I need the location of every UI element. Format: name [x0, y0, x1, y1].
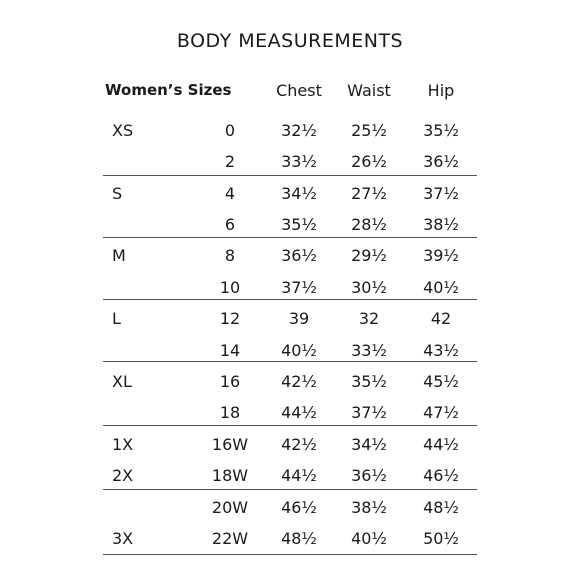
hip-cell: 37½ — [423, 184, 459, 203]
header-waist: Waist — [347, 81, 391, 100]
chest-cell: 32½ — [281, 121, 317, 140]
size-group-label: S — [112, 184, 123, 203]
size-cell: 12 — [219, 309, 241, 328]
size-group-label: 3X — [112, 529, 134, 548]
header-hip: Hip — [427, 81, 455, 100]
group-divider — [103, 554, 477, 555]
hip-cell: 47½ — [423, 403, 459, 422]
hip-cell: 43½ — [423, 341, 459, 360]
chest-cell: 42½ — [281, 372, 317, 391]
hip-cell: 44½ — [423, 435, 459, 454]
waist-cell: 27½ — [351, 184, 387, 203]
waist-cell: 26½ — [351, 152, 387, 171]
chest-cell: 40½ — [281, 341, 317, 360]
group-divider — [103, 299, 477, 300]
size-cell: 18 — [219, 403, 241, 422]
waist-cell: 28½ — [351, 215, 387, 234]
size-cell: 6 — [224, 215, 236, 234]
hip-cell: 48½ — [423, 498, 459, 517]
waist-cell: 36½ — [351, 466, 387, 485]
hip-cell: 45½ — [423, 372, 459, 391]
chest-cell: 42½ — [281, 435, 317, 454]
chest-cell: 33½ — [281, 152, 317, 171]
chest-cell: 44½ — [281, 403, 317, 422]
size-group-label: 1X — [112, 435, 134, 454]
waist-cell: 33½ — [351, 341, 387, 360]
size-cell: 16W — [211, 435, 249, 454]
group-divider — [103, 361, 477, 362]
size-cell: 14 — [219, 341, 241, 360]
hip-cell: 39½ — [423, 246, 459, 265]
group-divider — [103, 489, 477, 490]
hip-cell: 42 — [430, 309, 452, 328]
chest-cell: 36½ — [281, 246, 317, 265]
chest-cell: 37½ — [281, 278, 317, 297]
hip-cell: 50½ — [423, 529, 459, 548]
size-cell: 20W — [211, 498, 249, 517]
hip-cell: 36½ — [423, 152, 459, 171]
chest-cell: 48½ — [281, 529, 317, 548]
header-chest: Chest — [276, 81, 322, 100]
size-cell: 4 — [224, 184, 236, 203]
waist-cell: 38½ — [351, 498, 387, 517]
waist-cell: 29½ — [351, 246, 387, 265]
size-cell: 18W — [211, 466, 249, 485]
size-group-label: XL — [112, 372, 132, 391]
size-cell: 16 — [219, 372, 241, 391]
chest-cell: 44½ — [281, 466, 317, 485]
page-title: BODY MEASUREMENTS — [176, 30, 404, 52]
chest-cell: 35½ — [281, 215, 317, 234]
hip-cell: 35½ — [423, 121, 459, 140]
header-womens-sizes: Women’s Sizes — [105, 81, 232, 99]
chest-cell: 39 — [288, 309, 310, 328]
waist-cell: 34½ — [351, 435, 387, 454]
hip-cell: 38½ — [423, 215, 459, 234]
chest-cell: 46½ — [281, 498, 317, 517]
size-group-label: 2X — [112, 466, 134, 485]
chest-cell: 34½ — [281, 184, 317, 203]
size-cell: 22W — [211, 529, 249, 548]
waist-cell: 40½ — [351, 529, 387, 548]
waist-cell: 37½ — [351, 403, 387, 422]
size-cell: 10 — [219, 278, 241, 297]
size-cell: 0 — [224, 121, 236, 140]
size-group-label: XS — [112, 121, 134, 140]
waist-cell: 25½ — [351, 121, 387, 140]
group-divider — [103, 425, 477, 426]
waist-cell: 30½ — [351, 278, 387, 297]
waist-cell: 32 — [358, 309, 380, 328]
waist-cell: 35½ — [351, 372, 387, 391]
hip-cell: 46½ — [423, 466, 459, 485]
hip-cell: 40½ — [423, 278, 459, 297]
size-group-label: L — [112, 309, 121, 328]
group-divider — [103, 237, 477, 238]
size-group-label: M — [112, 246, 126, 265]
group-divider — [103, 175, 477, 176]
size-cell: 8 — [224, 246, 236, 265]
size-cell: 2 — [224, 152, 236, 171]
